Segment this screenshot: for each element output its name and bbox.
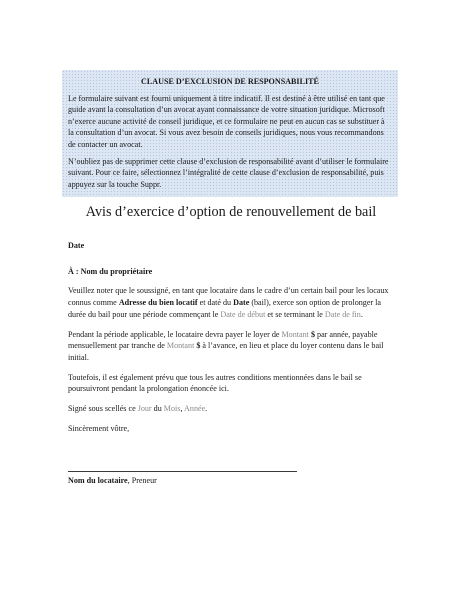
paragraph-rent	[68, 329, 398, 364]
text: Signé sous scellés ce	[68, 404, 138, 414]
text: et se terminant le	[265, 309, 325, 319]
text: du	[151, 404, 164, 414]
disclaimer-box	[62, 70, 398, 197]
recipient-line	[68, 266, 398, 278]
text: et daté du	[197, 298, 234, 308]
annual-amount-field[interactable]: Montant	[281, 329, 309, 339]
tenant-name-field[interactable]: Nom du locataire	[68, 476, 128, 485]
property-address-field[interactable]: Adresse du bien locatif	[118, 298, 198, 308]
text: à l’avance, en lieu et place du loyer contenu dans le bail initial.	[68, 341, 384, 362]
disclaimer-title: CLAUSE D’EXCLUSION DE RESPONSABILITÉ	[141, 77, 319, 86]
signature-line	[68, 471, 297, 472]
text: Pendant la période applicable, le locataire devra payer le loyer de	[68, 329, 282, 339]
text: .	[360, 309, 363, 319]
currency-symbol: $	[308, 329, 315, 339]
recipient-prefix: À :	[68, 266, 81, 276]
currency-symbol: $	[194, 341, 201, 351]
end-date-field[interactable]: Date de fin	[324, 309, 361, 319]
paragraph-conditions: Toutefois, il est également prévu que tous les autres conditions mentionnées dans le bail se poursuivront pendant la prolongation énoncée ici.	[68, 372, 362, 394]
closing-line: Sincèrement vôtre,	[68, 423, 130, 433]
start-date-field[interactable]: Date de début	[220, 309, 266, 319]
lease-date-field[interactable]: Date	[233, 298, 250, 308]
year-field[interactable]: Année	[184, 404, 206, 414]
disclaimer-paragraph-2: N’oubliez pas de supprimer cette clause d’exclusion de responsabilité avant d’utiliser le formulaire suivant. Pour ce faire, sélectionnez l’intégralité de cette clause d’exclusion de responsabilité, puis appuyez sur la touche Suppr.	[68, 156, 389, 189]
text: par année, payable mensuellement par tranche de	[68, 329, 378, 351]
paragraph-notice	[68, 285, 398, 320]
text: .	[205, 404, 208, 414]
date-field[interactable]: Date	[68, 241, 85, 250]
monthly-amount-field[interactable]: Montant	[166, 341, 195, 351]
letter-body	[68, 240, 398, 434]
text: (bail), exerce son option de prolonger la durée du bail pour une période commençant le	[68, 298, 381, 319]
day-field[interactable]: Jour	[137, 404, 152, 414]
signature-label	[68, 475, 157, 486]
landlord-name-field[interactable]: Nom du propriétaire	[80, 266, 153, 276]
signature-role: , Preneur	[127, 476, 157, 485]
text: Veuillez noter que le soussigné, en tant que locataire dans le cadre d’un certain bail pour les locaux connus comme	[68, 286, 389, 308]
paragraph-signed	[68, 403, 398, 415]
document-title: Avis d’exercice d’option de renouvellement de bail	[85, 204, 377, 220]
month-field[interactable]: Mois	[163, 404, 181, 414]
disclaimer-paragraph-1: Le formulaire suivant est fourni uniquement à titre indicatif. Il est destiné à être utilisé en tant que guide avant la consultation d’un avocat ayant connaissance de votre situation juridique. Microsoft n’exerce aucune activité de conseil juridique, et ce formulaire ne peut en aucun cas se substituer à la consultation d’un avocat. Si vous avez besoin de conseils juridiques, nous vous recommandons de contacter un avocat.	[68, 93, 385, 149]
text: ,	[180, 404, 185, 414]
